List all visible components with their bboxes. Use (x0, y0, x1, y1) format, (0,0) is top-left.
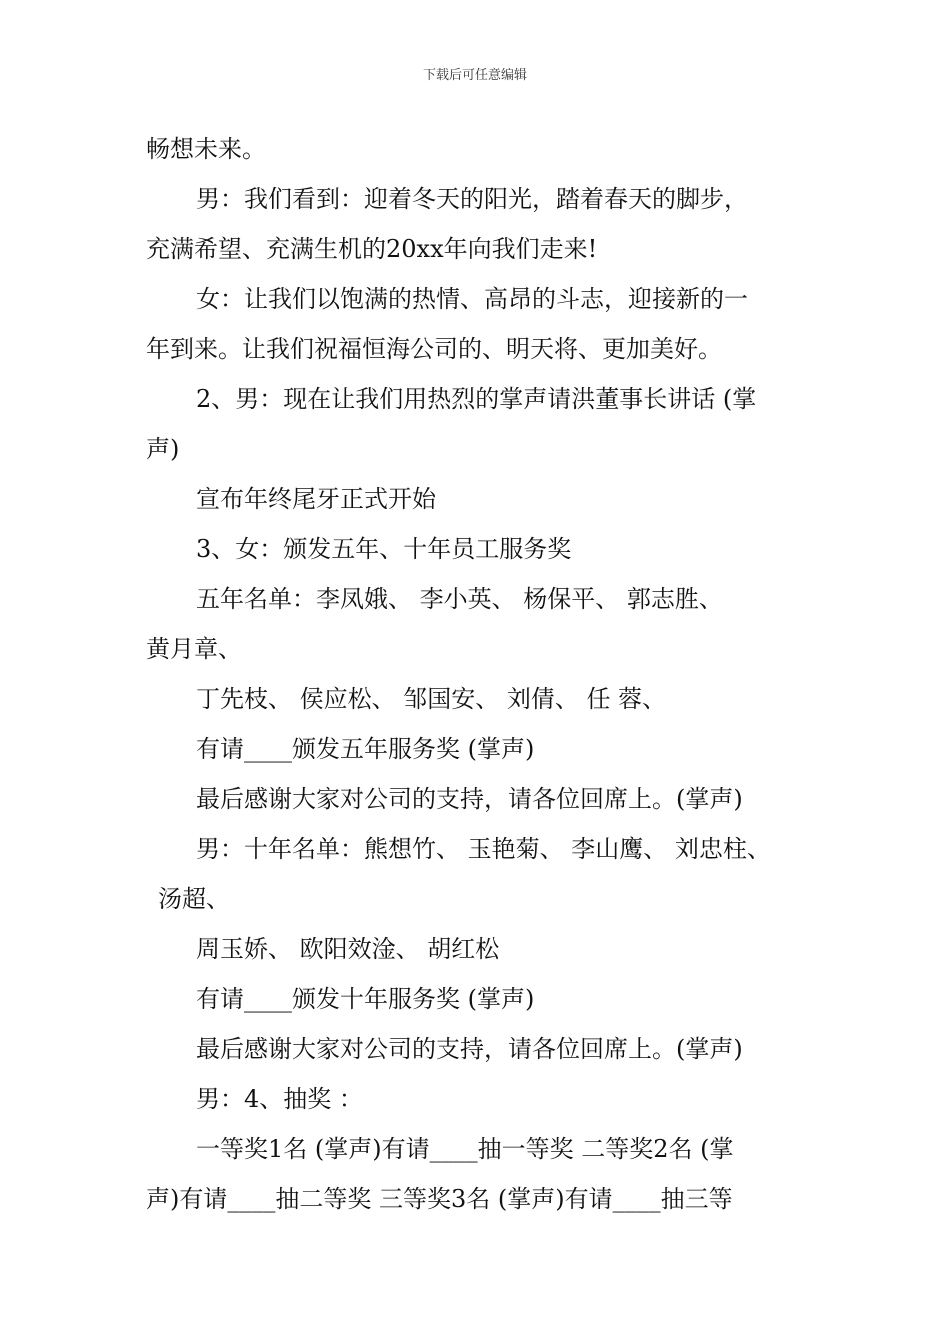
paragraph-line: 男：4、抽奖 ： (196, 1085, 363, 1113)
paragraph-line: 五年名单：李凤娥、 李小英、 杨保平、 郭志胜、 (196, 585, 723, 613)
paragraph-line: 宣布年终尾牙正式开始 (196, 485, 436, 513)
paragraph-line: 最后感谢大家对公司的支持，请各位回席上。(掌声) (196, 785, 743, 813)
paragraph-line: 声) (146, 435, 180, 463)
paragraph-line: 有请____颁发五年服务奖 (掌声) (196, 735, 535, 763)
paragraph-line: 一等奖1名 (掌声)有请____抽一等奖 二等奖2名 (掌 (196, 1135, 734, 1163)
paragraph-line: 最后感谢大家对公司的支持，请各位回席上。(掌声) (196, 1035, 743, 1063)
paragraph-line: 男：我们看到：迎着冬天的阳光，踏着春天的脚步， (196, 185, 748, 213)
paragraph-line: 3、女：颁发五年、十年员工服务奖 (196, 535, 572, 563)
page-header: 下载后可任意编辑 (422, 68, 527, 83)
paragraph-line: 黄月章、 (146, 635, 242, 663)
paragraph-line: 2、男：现在让我们用热烈的掌声请洪董事长讲话 (掌 (196, 385, 757, 413)
paragraph-line: 年到来。让我们祝福恒海公司的、明天将、更加美好。 (146, 335, 722, 363)
paragraph-line: 有请____颁发十年服务奖 (掌声) (196, 985, 535, 1013)
paragraph-line: 丁先枝、 侯应松、 邹国安、 刘倩、 任 蓉、 (196, 685, 667, 713)
paragraph-line: 声)有请____抽二等奖 三等奖3名 (掌声)有请____抽三等 (146, 1185, 733, 1213)
paragraph-line: 女：让我们以饱满的热情、高昂的斗志，迎接新的一 (196, 285, 748, 313)
paragraph-line: 汤超、 (158, 885, 230, 913)
paragraph-line: 周玉娇、 欧阳效淦、 胡红松 (196, 935, 500, 963)
paragraph-line: 男：十年名单：熊想竹、 玉艳菊、 李山鹰、 刘忠柱、 (196, 835, 771, 863)
paragraph-line: 畅想未来。 (146, 135, 266, 163)
paragraph-line: 充满希望、充满生机的20xx年向我们走来! (146, 235, 598, 263)
document-body (146, 124, 821, 1224)
